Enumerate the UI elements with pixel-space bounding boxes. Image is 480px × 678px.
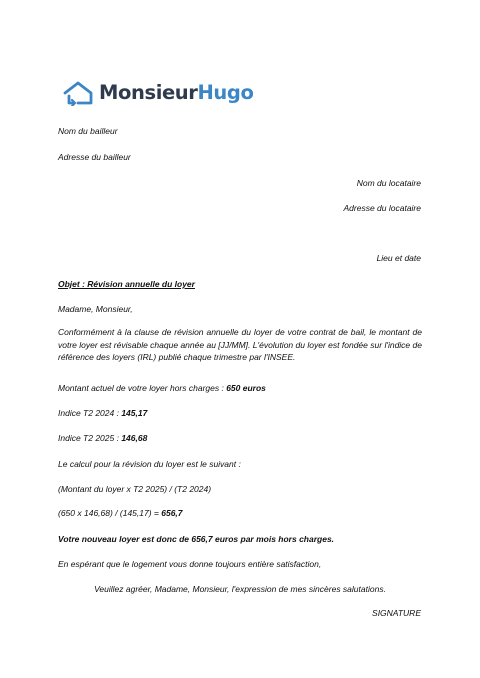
index-2024-label: Indice T2 2024 : [58,408,122,418]
place-and-date: Lieu et date [376,253,421,263]
current-rent-label: Montant actuel de votre loyer hors charges : [58,383,227,393]
calc-formula: (Montant du loyer x T2 2025) / (T2 2024) [58,484,212,494]
current-rent-value: 650 euros [226,383,266,393]
subject-line: Objet : Révision annuelle du loyer [58,279,195,289]
new-rent-statement: Votre nouveau loyer est donc de 656,7 euros par mois hors charges. [58,534,335,544]
monsieur-hugo-logo [63,80,253,106]
current-rent [58,382,266,395]
salutation: Madame, Monsieur, [58,304,133,314]
closing-formula: Veuillez agréer, Madame, Monsieur, l'expression de mes sincères salutations. [94,584,386,594]
hope-sentence: En espérant que le logement vous donne toujours entière satisfaction, [58,559,322,569]
index-2025-value: 146,68 [121,433,148,443]
intro-paragraph: Conformément à la clause de révision annuelle du loyer de votre contrat de bail, le montant de votre loyer est révisable chaque année au [JJ/MM]. L'évolution du loyer est fondée sur l'indice de référence des loyers (IRL) publié chaque trimestre par l'INSEE. [58,327,422,362]
house-arrow-icon [63,80,93,106]
index-2025-label: Indice T2 2025 : [58,433,122,443]
calc-result: 656,7 [161,508,183,518]
index-2024 [58,407,147,420]
index-2025 [58,432,147,445]
index-2024-value: 145,17 [121,408,148,418]
landlord-address: Adresse du bailleur [58,152,131,162]
logo-text-hugo: Hugo [197,81,254,105]
tenant-address: Adresse du locataire [343,203,421,213]
calc-intro: Le calcul pour la révision du loyer est le suivant : [58,459,241,469]
calc-line [58,507,183,520]
tenant-name: Nom du locataire [356,178,421,188]
landlord-name: Nom du bailleur [58,126,118,136]
logo-wordmark [99,83,253,103]
logo-text-monsieur: Monsieur [99,81,198,105]
calc-expression: (650 x 146,68) / (145,17) = [58,508,162,518]
signature: SIGNATURE [372,608,421,618]
